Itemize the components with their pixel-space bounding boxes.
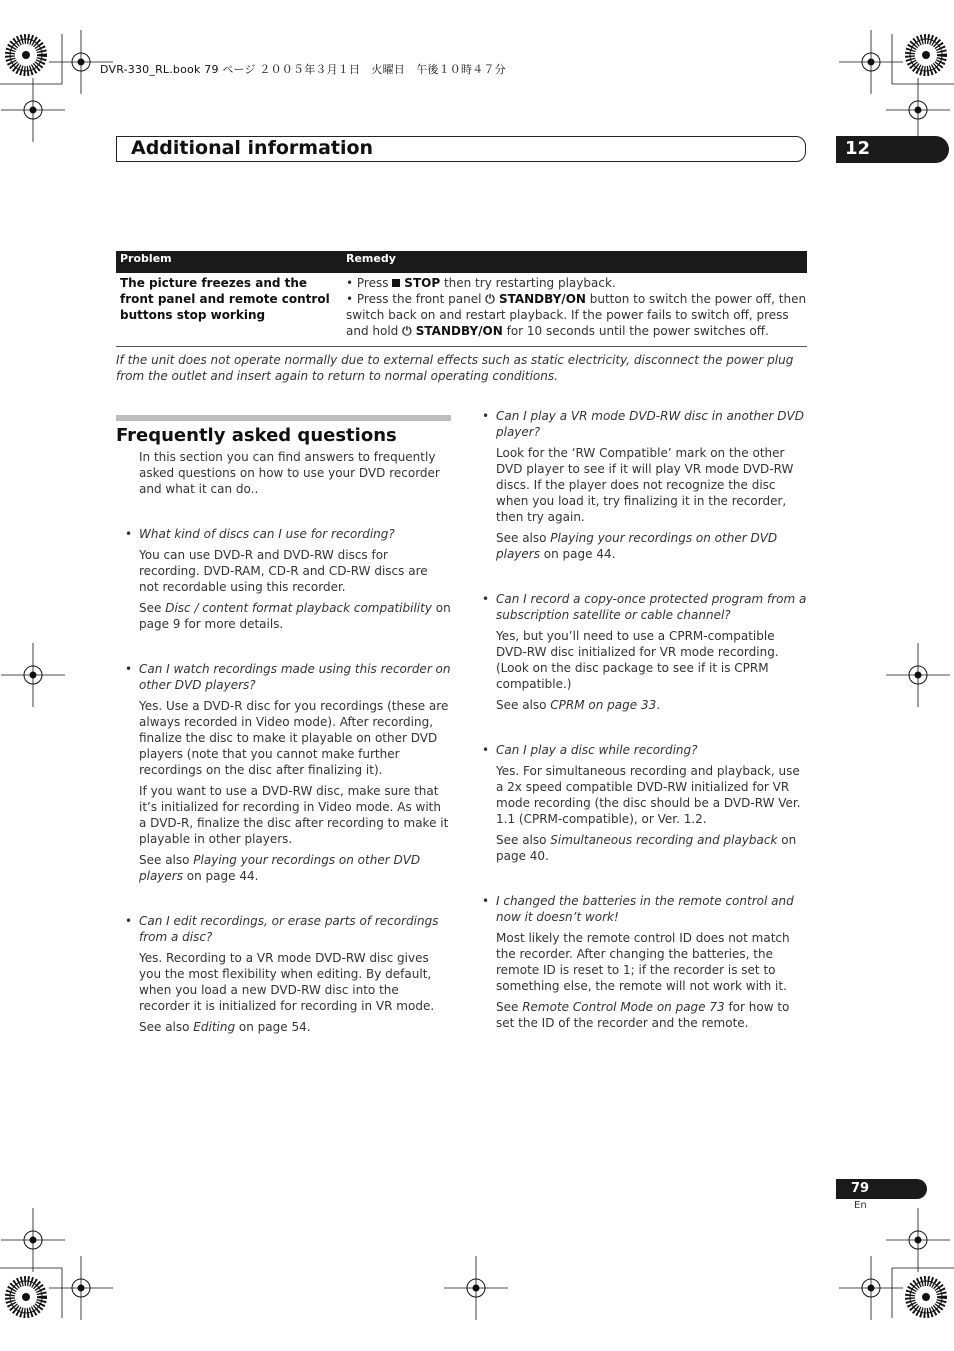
stop-icon xyxy=(392,279,400,287)
column-header-problem: Problem xyxy=(120,252,172,265)
faq-title: Frequently asked questions xyxy=(116,425,397,446)
faq-question-1: • What kind of discs can I use for recording? xyxy=(125,527,395,541)
power-icon: ⏻ xyxy=(485,292,499,306)
faq-question-4: • Can I play a VR mode DVD-RW disc in another DVD player? xyxy=(482,409,804,439)
remedy-cell xyxy=(346,275,808,339)
page-number: 79 xyxy=(851,1181,870,1196)
faq-reference: See also Editing on page 54. xyxy=(139,1020,311,1034)
faq-left-column xyxy=(125,449,451,1040)
remedy-line-1: • Press STOP then try restarting playback. xyxy=(346,276,616,290)
file-info: DVR-330_RL.book 79 ページ ２００５年３月１日 火曜日 午後１０時４７分 xyxy=(100,63,506,76)
power-icon: ⏻ xyxy=(402,324,416,338)
column-header-remedy: Remedy xyxy=(346,252,396,265)
faq-reference: See Disc / content format playback compatibility on page 9 for more details. xyxy=(139,601,451,631)
faq-reference: See also Simultaneous recording and playback on page 40. xyxy=(496,833,797,863)
faq-reference: See also CPRM on page 33. xyxy=(496,698,661,712)
table-divider xyxy=(116,346,807,347)
faq-reference: See Remote Control Mode on page 73 for how to set the ID of the recorder and the remote. xyxy=(496,1000,790,1030)
faq-answer-2b: If you want to use a DVD-RW disc, make sure that it’s initialized for recording in Video mode. As with a DVD-R, finalize the disc after recording to make it playable in other players. xyxy=(139,784,449,846)
faq-question-3: • Can I edit recordings, or erase parts of recordings from a disc? xyxy=(125,914,439,944)
faq-answer-4: Look for the ‘RW Compatible’ mark on the other DVD player to see if it will play VR mode DVD-RW discs. If the player does not recognize the disc when you load it, try finalizing it in the recorder, then try again. xyxy=(496,446,794,524)
faq-question-7: • I changed the batteries in the remote control and now it doesn’t work! xyxy=(482,894,794,924)
faq-answer-6: Yes. For simultaneous recording and playback, use a 2x speed compatible DVD-RW initialized for VR mode recording (the disc should be a DVD-RW Ver. 1.1 (CPRM-compatible), or Ver. 1.2. xyxy=(496,764,801,826)
faq-answer-3: Yes. Recording to a VR mode DVD-RW disc gives you the most flexibility when editing. By default, when you load a new DVD-RW disc into the recorder it is initialized for recording in VR mode. xyxy=(139,951,435,1013)
page-tab xyxy=(836,1179,927,1199)
note-text: If the unit does not operate normally due to external effects such as static electricity, disconnect the power plug from the outlet and insert again to return to normal operating conditions. xyxy=(116,353,794,383)
faq-reference: See also Playing your recordings on other DVD players on page 44. xyxy=(139,853,421,883)
problem-cell: The picture freezes and the front panel and remote control buttons stop working xyxy=(120,276,330,322)
table-header xyxy=(116,251,807,273)
faq-question-2: • Can I watch recordings made using this recorder on other DVD players? xyxy=(125,662,451,692)
faq-answer-5: Yes, but you’ll need to use a CPRM-compatible DVD-RW disc initialized for VR mode recording. (Look on the disc package to see if it is CPRM compatible.) xyxy=(496,629,779,691)
chapter-number: 12 xyxy=(845,138,871,159)
faq-answer-7: Most likely the remote control ID does not match the recorder. After changing the batteries, the remote ID is reset to 1; if the recorder is set to something else, the remote will not work with it. xyxy=(496,931,790,993)
faq-reference: See also Playing your recordings on other DVD players on page 44. xyxy=(496,531,778,561)
faq-right-column xyxy=(482,408,808,1036)
section-title: Additional information xyxy=(131,137,374,159)
remedy-line-2: • Press the front panel ⏻ STANDBY/ON button to switch the power off, then switch back on and restart playback. If the power fails to switch off, press and hold ⏻ STANDBY/ON for 10 seconds until the power switches off. xyxy=(346,292,807,338)
faq-intro: In this section you can find answers to frequently asked questions on how to use your DVD recorder and what it can do.. xyxy=(139,450,440,496)
faq-answer-2: Yes. Use a DVD-R disc for you recordings (these are always recorded in Video mode). After recording, finalize the disc to make it playable on other DVD players (note that you cannot make further recordings on the disc after finalizing it). xyxy=(139,699,449,777)
page-language: En xyxy=(854,1200,867,1211)
faq-answer-1: You can use DVD-R and DVD-RW discs for recording. DVD-RAM, CD-R and CD-RW discs are not recordable using this recorder. xyxy=(139,548,428,594)
faq-question-5: • Can I record a copy-once protected program from a subscription satellite or cable channel? xyxy=(482,592,807,622)
section-rule xyxy=(116,415,451,421)
faq-question-6: • Can I play a disc while recording? xyxy=(482,743,698,757)
